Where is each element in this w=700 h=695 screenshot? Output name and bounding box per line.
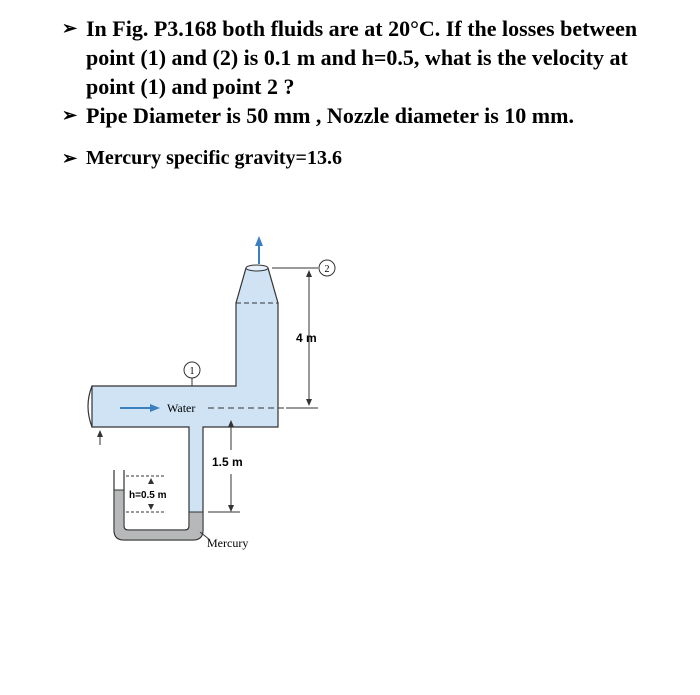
- bullet-arrow-icon: ➢: [62, 18, 78, 38]
- h-label: h=0.5 m: [129, 490, 167, 501]
- water-region: [88, 265, 278, 523]
- water-pipe-body: [92, 268, 278, 523]
- dim-4m-arrow-up-icon: [306, 270, 312, 277]
- mercury-label: Mercury: [207, 536, 249, 550]
- point-2-marker: [319, 260, 335, 276]
- bullet-arrow-icon: ➢: [62, 148, 78, 168]
- dim-h-arrow-up-icon: [148, 478, 154, 484]
- water-label: Water: [167, 401, 196, 415]
- point-2-label: 2: [324, 264, 330, 275]
- point-1-label: 1: [189, 366, 195, 377]
- diameters-text: Pipe Diameter is 50 mm , Nozzle diameter is 10 mm.: [86, 103, 574, 128]
- jet-arrow-head-icon: [255, 236, 263, 246]
- dim-1-5m-arrow-down-icon: [228, 505, 234, 512]
- dim-4m-arrow-down-icon: [306, 399, 312, 406]
- bullet-arrow-icon: ➢: [62, 105, 78, 125]
- height-4m-label: 4 m: [296, 331, 317, 345]
- nozzle-exit: [246, 265, 268, 271]
- question-text: In Fig. P3.168 both fluids are at 20°C. If the losses between point (1) and (2) is 0.1 m and h=0.5, what is the velocity at point (1) and point 2 ?: [86, 16, 638, 99]
- point-1-marker: [184, 362, 200, 386]
- dim-h-arrow-down-icon: [148, 504, 154, 510]
- height-1-5m-label: 1.5 m: [212, 455, 243, 469]
- mercury-sg-text: Mercury specific gravity=13.6: [86, 147, 342, 169]
- centerline-tick-arrow-icon: [97, 430, 103, 437]
